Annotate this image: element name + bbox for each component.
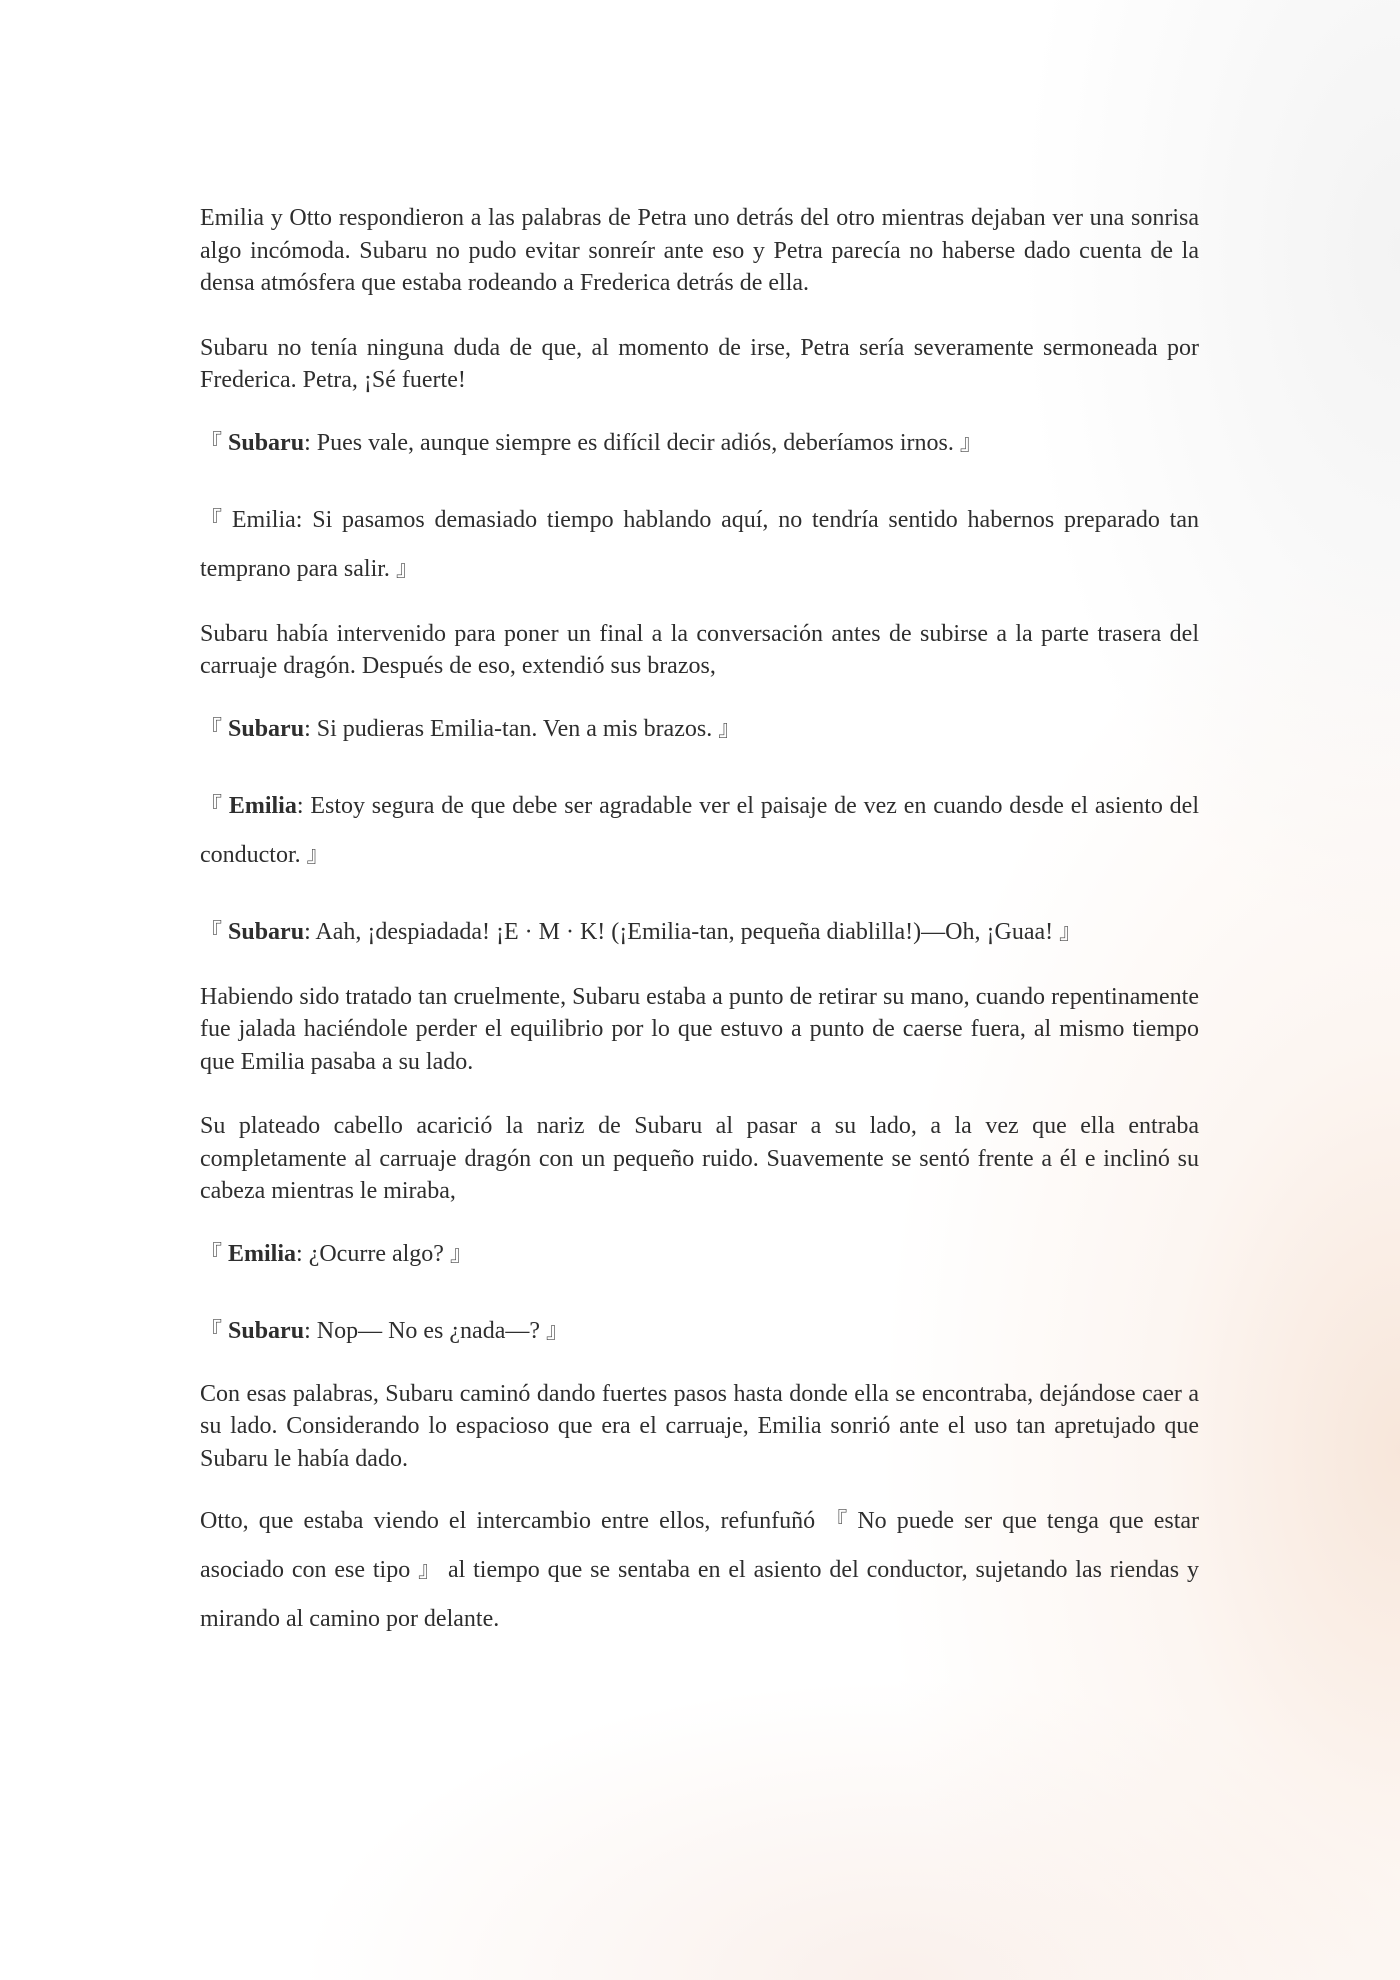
quote-open-mark: 『 <box>825 1509 848 1534</box>
dialogue-text: : Nop— No es ¿nada—? <box>304 1317 546 1344</box>
quote-open-mark: 『 <box>200 716 223 742</box>
paragraph: Su plateado cabello acarició la nariz de Subaru al pasar a su lado, a la vez que ella entraba completamente al carruaje dragón con un pequeño ruido. Suavemente se sentó frente a él e inclinó su cabeza mientras le miraba, <box>200 1113 1199 1204</box>
dialogue-text: : Pues vale, aunque siempre es difícil decir adiós, deberíamos irnos. <box>304 429 960 456</box>
dialogue-line <box>200 782 1199 880</box>
quote-close-mark: 』 <box>718 716 741 742</box>
speaker-name: Subaru <box>228 429 305 456</box>
quote-open-mark: 『 <box>200 507 223 533</box>
quote-open-mark: 『 <box>200 1241 223 1267</box>
speaker-name: Subaru <box>228 1317 305 1344</box>
quote-open-mark: 『 <box>200 1318 223 1344</box>
quote-open-mark: 『 <box>200 430 223 456</box>
speaker-name: Subaru <box>228 918 305 945</box>
speaker-name: Emilia <box>228 792 297 819</box>
dialogue-line <box>200 705 1199 754</box>
quote-close-mark: 』 <box>959 430 982 456</box>
quoted-text: No puede ser que tenga que estar asociado con ese tipo <box>200 1508 1200 1583</box>
dialogue-line <box>200 496 1199 594</box>
quote-close-mark: 』 <box>1059 919 1082 945</box>
quote-close-mark: 』 <box>546 1318 569 1344</box>
paragraph-with-quote <box>200 1497 1199 1644</box>
dialogue-text: : Aah, ¡despiadada! ¡E · M · K! (¡Emilia-tan, pequeña diablilla!)—Oh, ¡Guaa! <box>304 918 1060 945</box>
dialogue-line <box>200 908 1199 957</box>
dialogue-text: Emilia: Si pasamos demasiado tiempo hablando aquí, no tendría sentido habernos preparado tan temprano para salir. <box>200 506 1200 582</box>
paragraph: Habiendo sido tratado tan cruelmente, Subaru estaba a punto de retirar su mano, cuando repentinamente fue jalada haciéndole perder el equilibrio por lo que estuvo a punto de caerse fuera, al mismo tiempo que Emilia pasaba a su lado. <box>200 983 1199 1075</box>
quote-close-mark: 』 <box>306 842 329 868</box>
document-body <box>200 202 1199 1644</box>
dialogue-text: : Estoy segura de que debe ser agradable ver el paisaje de vez en cuando desde el asiento del conductor. <box>200 792 1199 868</box>
paragraph: Subaru había intervenido para poner un final a la conversación antes de subirse a la parte trasera del carruaje dragón. Después de eso, extendió sus brazos, <box>200 620 1199 679</box>
paragraph: Subaru no tenía ninguna duda de que, al momento de irse, Petra sería severamente sermoneada por Frederica. Petra, ¡Sé fuerte! <box>200 334 1199 393</box>
dialogue-line <box>200 1307 1199 1356</box>
quote-close-mark: 』 <box>418 1558 441 1583</box>
paragraph-text: al tiempo que se sentaba en el asiento del conductor, sujetando las riendas y mirando al camino por delante. <box>200 1557 1200 1632</box>
paragraph-text: Otto, que estaba viendo el intercambio entre ellos, refunfuñó <box>200 1508 826 1534</box>
dialogue-line <box>200 419 1199 468</box>
quote-open-mark: 『 <box>200 919 223 945</box>
dialogue-line <box>200 1230 1199 1279</box>
dialogue-text: : Si pudieras Emilia-tan. Ven a mis brazos. <box>304 715 719 742</box>
quote-close-mark: 』 <box>395 556 418 582</box>
speaker-name: Emilia <box>228 1240 297 1267</box>
paragraph: Emilia y Otto respondieron a las palabras de Petra uno detrás del otro mientras dejaban ver una sonrisa algo incómoda. Subaru no pudo evitar sonreír ante eso y Petra parecía no haberse dado cuenta de la densa atmósfera que estaba rodeando a Frederica detrás de ella. <box>200 205 1199 296</box>
paragraph: Con esas palabras, Subaru caminó dando fuertes pasos hasta donde ella se encontraba, dejándose caer a su lado. Considerando lo espacioso que era el carruaje, Emilia sonrió ante el uso tan apretujado que Subaru le había dado. <box>200 1380 1199 1472</box>
quote-close-mark: 』 <box>449 1241 472 1267</box>
dialogue-text: : ¿Ocurre algo? <box>296 1240 450 1267</box>
speaker-name: Subaru <box>228 715 305 742</box>
quote-open-mark: 『 <box>200 793 223 819</box>
